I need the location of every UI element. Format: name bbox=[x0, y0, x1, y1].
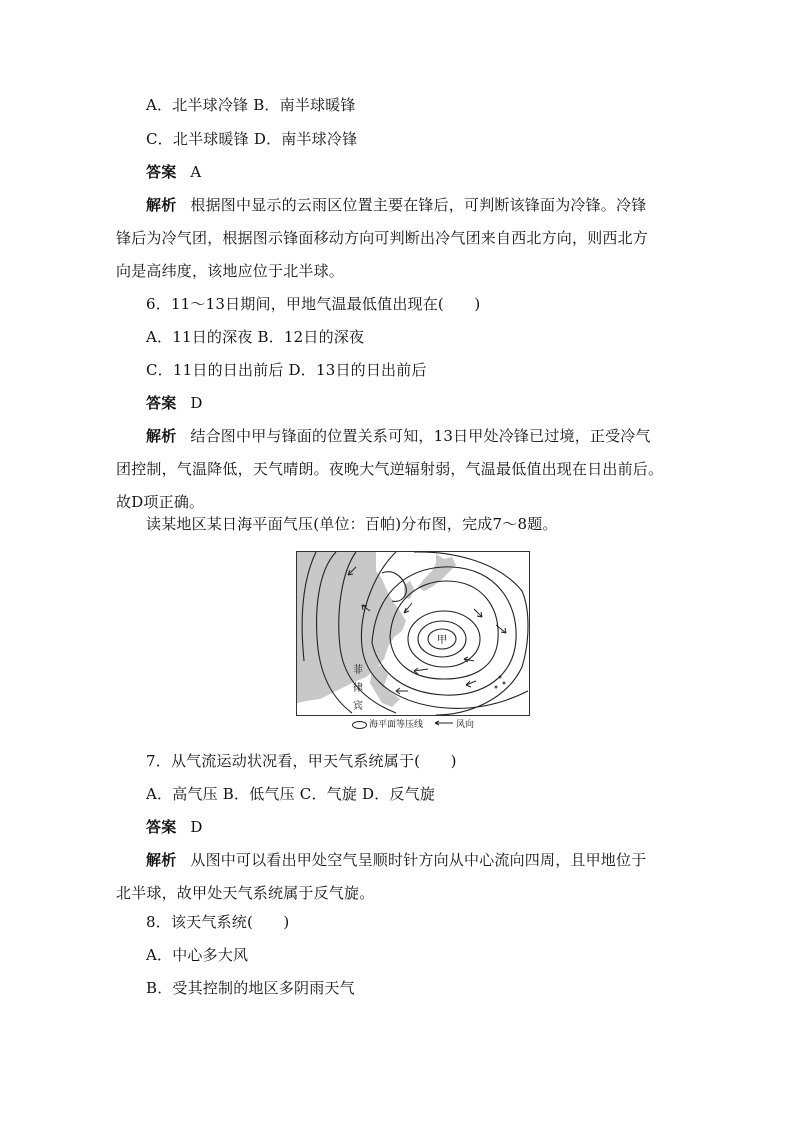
explain-label: 解析 bbox=[146, 196, 177, 214]
answer-label: 答案 bbox=[146, 394, 177, 412]
explain-label: 解析 bbox=[146, 851, 177, 869]
answer-label: 答案 bbox=[146, 163, 177, 181]
q7-explain-line2: 北半球，故甲处天气系统属于反气旋。 bbox=[116, 884, 375, 902]
q6-options-ab: A．11日的深夜 B．12日的深夜 bbox=[146, 328, 365, 346]
q6-answer bbox=[146, 393, 203, 413]
explain-text: 结合图中甲与锋面的位置关系可知，13日甲处冷锋已过境，正受冷气 bbox=[190, 427, 651, 445]
wind-arrow-legend-icon bbox=[434, 716, 454, 733]
q5-explain-line3: 向是高纬度，该地应位于北半球。 bbox=[116, 262, 345, 280]
center-label: 甲 bbox=[437, 635, 447, 646]
isobar-legend-icon bbox=[352, 721, 367, 729]
q7-stem: 7．从气流运动状况看，甲天气系统属于( ) bbox=[146, 752, 457, 770]
q8-option-a: A．中心多大风 bbox=[146, 946, 249, 964]
q6-options-cd: C．11日的日出前后 D．13日的日出前后 bbox=[146, 361, 427, 379]
q8-option-b: B．受其控制的地区多阴雨天气 bbox=[146, 979, 355, 997]
explain-label: 解析 bbox=[146, 427, 177, 445]
q6-explain-line2: 团控制，气温降低，天气晴朗。夜晚大气逆辐射弱，气温最低值出现在日出前后。 bbox=[116, 460, 664, 478]
q7-answer bbox=[146, 817, 203, 837]
q8-stem: 8．该天气系统( ) bbox=[146, 913, 290, 931]
answer-label: 答案 bbox=[146, 818, 177, 836]
pressure-map-svg bbox=[296, 551, 530, 733]
country-char: 菲 bbox=[353, 665, 363, 676]
q5-options-line2: C．北半球暖锋 D．南半球冷锋 bbox=[146, 130, 358, 148]
country-char: 宾 bbox=[353, 701, 363, 712]
q5-answer bbox=[146, 162, 201, 182]
explain-text: 从图中可以看出甲处空气呈顺时针方向从中心流向四周，且甲地位于 bbox=[190, 851, 647, 869]
legend-isobar-label: 海平面等压线 bbox=[369, 720, 424, 730]
answer-value: D bbox=[190, 818, 203, 836]
q7-options: A．高气压 B．低气压 C．气旋 D．反气旋 bbox=[146, 785, 436, 803]
answer-value: A bbox=[190, 163, 202, 181]
q5-options-line1: A．北半球冷锋 B．南半球暖锋 bbox=[146, 96, 356, 114]
explain-text: 根据图中显示的云雨区位置主要在锋后，可判断该锋面为冷锋。冷锋 bbox=[190, 196, 647, 214]
legend-wind-label: 风向 bbox=[455, 720, 474, 730]
q7-explain-line1 bbox=[146, 850, 646, 870]
country-char: 律 bbox=[353, 683, 363, 694]
pressure-map bbox=[296, 551, 530, 733]
q6-explain-line3: 故D项正确。 bbox=[116, 493, 205, 511]
map-legend bbox=[296, 716, 530, 733]
answer-value: D bbox=[190, 394, 203, 412]
q5-explain-line2: 锋后为冷气团，根据图示锋面移动方向可判断出冷气团来自西北方向，则西北方 bbox=[116, 229, 649, 247]
q5-explain-line1 bbox=[146, 195, 646, 215]
q6-explain-line1 bbox=[146, 426, 651, 446]
q6-stem: 6．11～13日期间，甲地气温最低值出现在( ) bbox=[146, 295, 481, 313]
intro-text: 读某地区某日海平面气压(单位：百帕)分布图，完成7～8题。 bbox=[146, 515, 558, 533]
